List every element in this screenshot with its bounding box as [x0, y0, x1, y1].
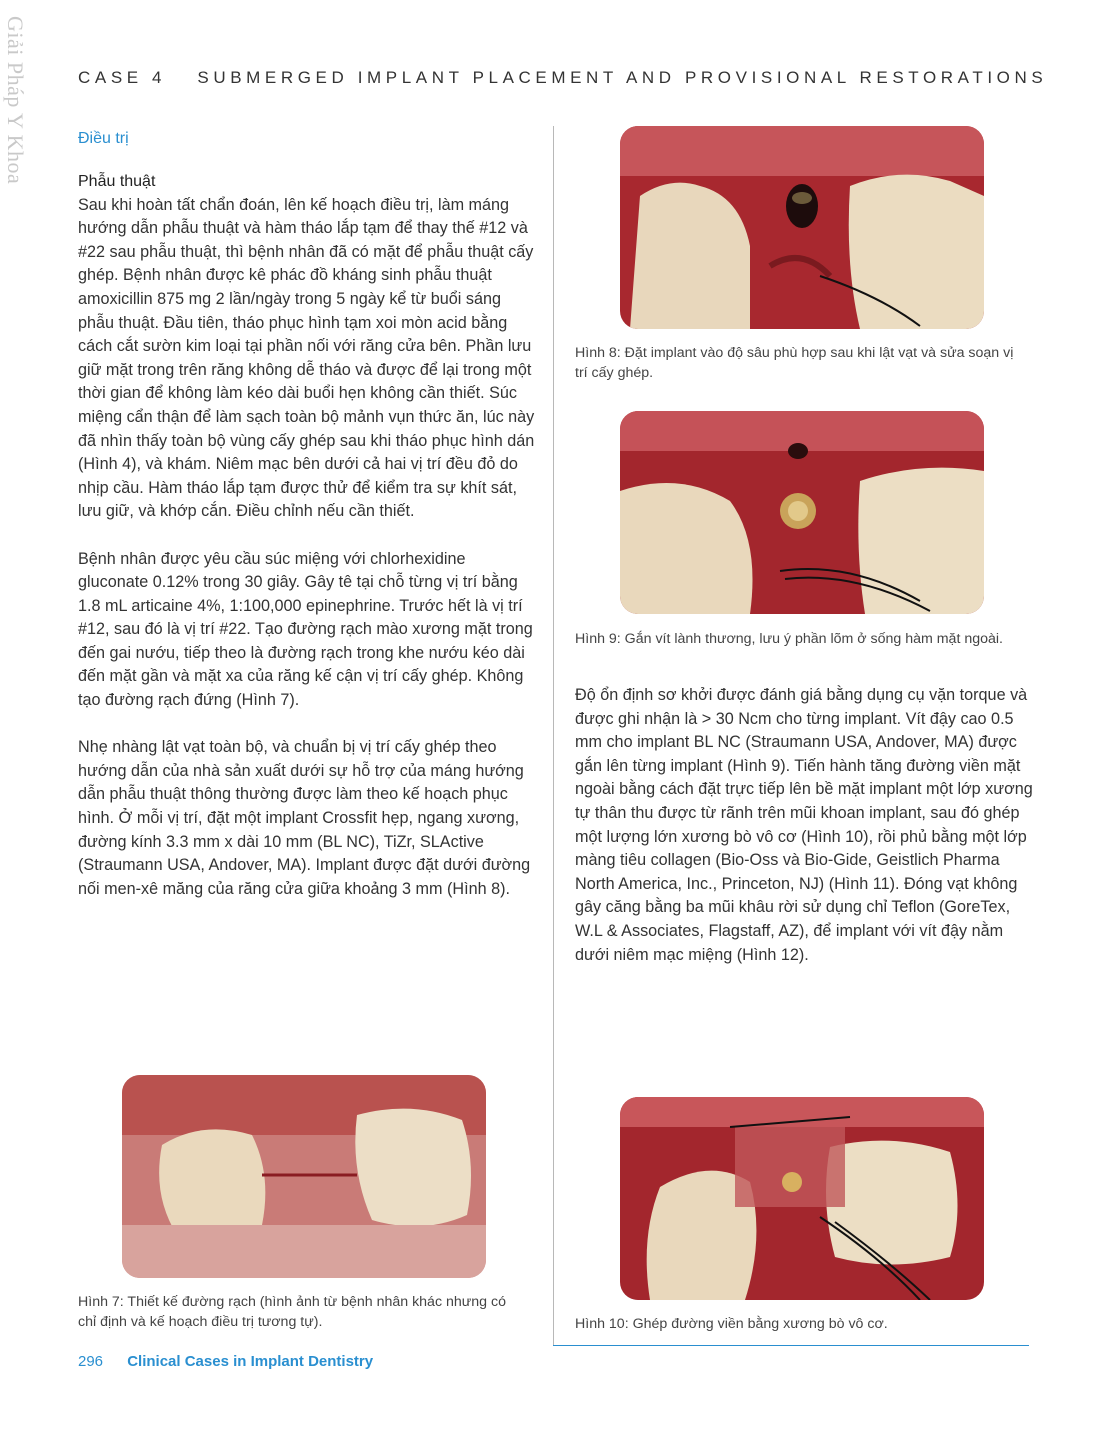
figure-8-caption: Hình 8: Đặt implant vào độ sâu phù hợp sau khi lật vạt và sửa soạn vị trí cấy ghép. [575, 345, 1014, 381]
footer [78, 1353, 373, 1370]
right-paragraph-1: Độ ổn định sơ khởi được đánh giá bằng dụng cụ vặn torque và được ghi nhận là > 30 Ncm cho từng implant. Vít đậy cao 0.5 mm cho implant BL NC (Straumann USA, Andover, MA) được gắn lên từng implant (Hình 9). Tiến hành tăng đường viền mặt ngoài bằng cách đặt trực tiếp lên bề mặt implant một lớp xương tự thân thu được từ rãnh trên mũi khoan implant, sau đó ghép một lượng lớn xương bò vô cơ (Hình 10), rồi phủ bằng một lớp màng tiêu collagen (Bio-Oss và Bio-Gide, Geistlich Pharma North America, Inc., Princeton, NJ) (Hình 11). Đóng vạt không gây căng bằng ba mũi khâu rời sử dụng chỉ Teflon (GoreTex, W.L & Associates, Flagstaff, AZ), để implant với vít đậy nằm dưới niêm mạc miệng (Hình 12). [575, 686, 1033, 964]
figure-7-photo [122, 1075, 486, 1278]
figure-9-caption: Hình 9: Gắn vít lành thương, lưu ý phần lõm ở sống hàm mặt ngoài. [575, 631, 1003, 647]
watermark-text: Giải Pháp Y Khoa [3, 16, 28, 185]
paragraph-2: Bệnh nhân được yêu cầu súc miệng với chlorhexidine gluconate 0.12% trong 30 giây. Gây tê tại chỗ từng vị trí bằng 1.8 mL articaine 4%, 1:100,000 epinephrine. Trước hết là vị trí #12, sau đó là vị trí #22. Tạo đường rạch mào xương mặt trong đến gai nướu, tiếp theo là đường rạch trong khe nướu kéo dài đến mặt gần và mặt xa của răng kế cận vị trí cấy ghép. Không tạo đường rạch đứng (Hình 7). [78, 549, 533, 710]
paragraph-3: Nhẹ nhàng lật vạt toàn bộ, và chuẩn bị vị trí cấy ghép theo hướng dẫn của nhà sản xuất dưới sự hỗ trợ của máng hướng dẫn phẫu thuật thông thường được làm theo kế hoạch phục hình. Ở mỗi vị trí, đặt một implant Crossfit hẹp, ngang xương, đường kính 3.3 mm x dài 10 mm (BL NC), TiZr, SLActive (Straumann USA, Andover, MA). Implant được đặt dưới đường nối men-xê măng của răng cửa giữa khoảng 3 mm (Hình 8). [78, 738, 531, 898]
running-header [78, 68, 1047, 88]
column-divider [553, 126, 554, 1346]
page-number: 296 [78, 1353, 104, 1370]
paragraph-1: Sau khi hoàn tất chẩn đoán, lên kế hoạch điều trị, làm máng hướng dẫn phẫu thuật và hàm tháo lắp tạm để thay thế #12 và #22 sau phẫu thuật, thì bệnh nhân đã có mặt để phẫu thuật cấy ghép. Bệnh nhân được kê phác đồ kháng sinh phẫu thuật amoxicillin 875 mg 2 lần/ngày trong 5 ngày kể từ buổi sáng phẫu thuật. Đầu tiên, tháo phục hình tạm xoi mòn acid bằng cách cắt sườn kim loại tại phần nối với răng cửa bên. Phần lưu giữ mặt trong trên răng không dễ tháo và được để lại trong một thời gian để không làm kéo dài buổi hẹn không cần thiết. Súc miệng cẩn thận để làm sạch toàn bộ mảnh vụn thức ăn, lúc này đã nhìn thấy toàn bộ vùng cấy ghép sau khi tháo phục hình dán (Hình 4), và khám. Niêm mạc bên dưới cả hai vị trí đều đỏ do nhịp cầu. Hàm tháo lắp tạm được thử để kiểm tra sự khít sát, lưu giữ, và khớp cắn. Điều chỉnh nếu cần thiết. [78, 195, 535, 521]
section-title: Điều trị [78, 130, 129, 147]
right-column [575, 684, 1035, 991]
watermark [2, 8, 32, 188]
header-title: SUBMERGED IMPLANT PLACEMENT AND PROVISIONAL RESTORATIONS [197, 68, 1048, 87]
header-case: CASE 4 [78, 68, 167, 87]
figure-7-caption: Hình 7: Thiết kế đường rạch (hình ảnh từ bệnh nhân khác nhưng có chỉ định và kế hoạch điều trị tương tự). [78, 1294, 506, 1330]
left-column [78, 130, 536, 925]
sub-title: Phẫu thuật [78, 173, 156, 190]
figure-9-photo [620, 411, 984, 614]
figure-10-photo [620, 1097, 984, 1300]
footer-rule [553, 1345, 1029, 1346]
figure-10-caption: Hình 10: Ghép đường viền bằng xương bò vô cơ. [575, 1316, 888, 1332]
book-title: Clinical Cases in Implant Dentistry [127, 1353, 374, 1370]
figure-8-photo [620, 126, 984, 329]
